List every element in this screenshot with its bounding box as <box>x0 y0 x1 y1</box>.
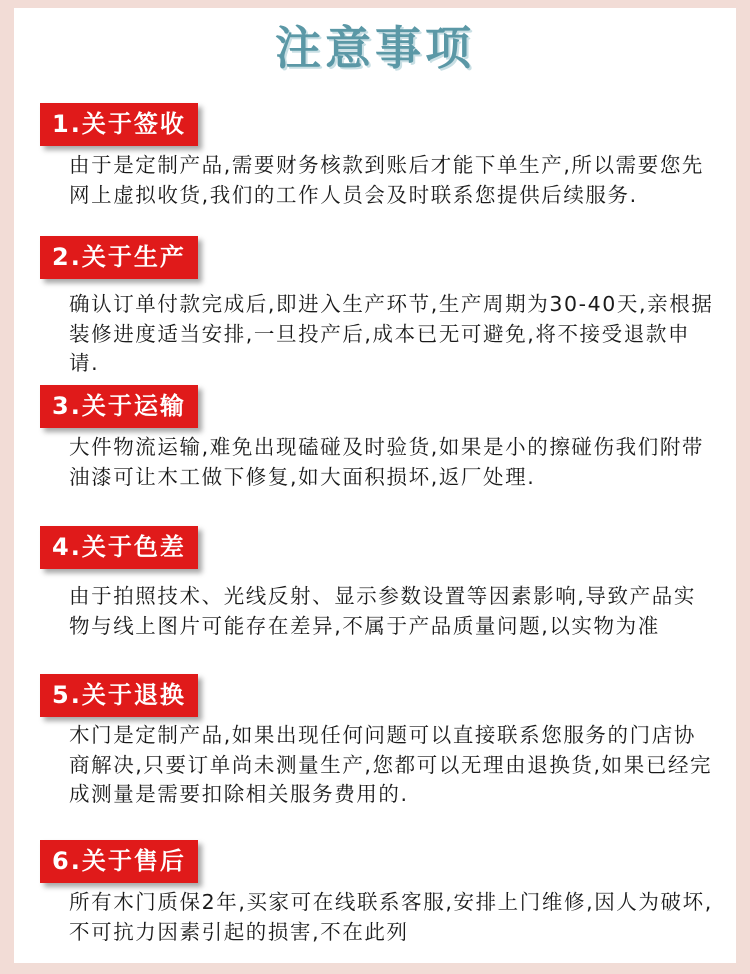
section-heading-color-difference: 4.关于色差 <box>40 526 198 569</box>
section-body-transport: 大件物流运输,难免出现磕碰及时验货,如果是小的擦碰伤我们附带油漆可让木工做下修复,如大面积损坏,返厂处理. <box>69 435 705 489</box>
section-body-returns: 木门是定制产品,如果出现任何问题可以直接联系您服务的门店协商解决,只要订单尚未测量生产,您都可以无理由退换货,如果已经完成测量是需要扣除相关服务费用的. <box>69 723 713 806</box>
page-title: 注意事项 <box>275 21 475 75</box>
section-body-signing: 由于是定制产品,需要财务核款到账后才能下单生产,所以需要您先网上虚拟收货,我们的工作人员会及时联系您提供后续服务. <box>69 153 705 207</box>
section-heading-returns: 5.关于退换 <box>40 674 198 717</box>
section-body-production: 确认订单付款完成后,即进入生产环节,生产周期为30-40天,亲根据装修进度适当安排,一旦投产后,成本已无可避免,将不接受退款申请. <box>69 292 714 375</box>
notice-card <box>14 8 736 963</box>
section-heading-transport: 3.关于运输 <box>40 385 198 428</box>
section-body-color-difference: 由于拍照技术、光线反射、显示参数设置等因素影响,导致产品实物与线上图片可能存在差异,不属于产品质量问题,以实物为准 <box>69 584 696 638</box>
section-heading-signing: 1.关于签收 <box>40 103 198 146</box>
section-body-after-sales: 所有木门质保2年,买家可在线联系客服,安排上门维修,因人为破坏,不可抗力因素引起的损害,不在此列 <box>69 890 713 944</box>
section-heading-production: 2.关于生产 <box>40 236 198 279</box>
section-heading-after-sales: 6.关于售后 <box>40 840 198 883</box>
